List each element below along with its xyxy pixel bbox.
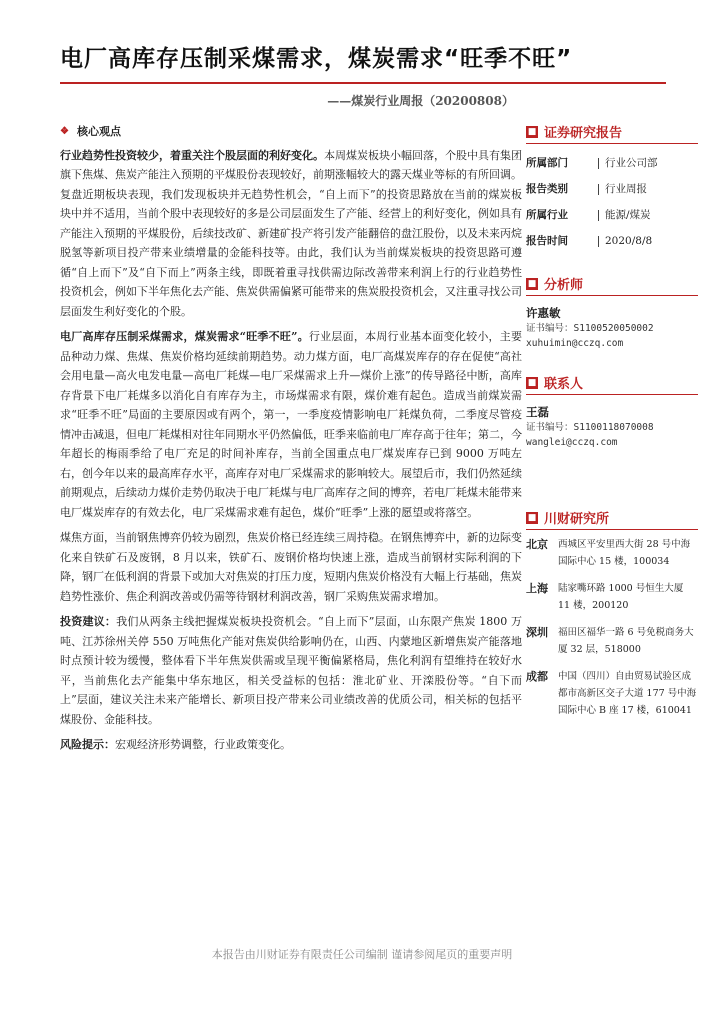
info-row — [526, 202, 698, 228]
page-footer: 本报告由川财证券有限责任公司编制 谨请参阅尾页的重要声明 — [211, 948, 513, 961]
title-rule — [60, 82, 666, 84]
office-entry — [526, 580, 698, 614]
report-title: 电厂高库存压制采煤需求，煤炭需求“旺季不旺” — [60, 46, 573, 72]
analyst-section-head — [526, 274, 698, 296]
report-section-head — [526, 122, 698, 144]
para4-lead: 投资建议： — [60, 615, 117, 628]
analyst-name: 许惠敏 — [526, 306, 561, 320]
paragraph-4 — [60, 612, 522, 729]
contact-name: 王磊 — [526, 405, 549, 419]
analyst-cert: 证书编号：S1100520050002 — [526, 323, 654, 334]
info-row — [526, 228, 698, 254]
office-city: 上海 — [526, 582, 548, 595]
office-entry — [526, 624, 698, 658]
analyst-head-label: 分析师 — [544, 278, 584, 293]
office-city: 成都 — [526, 670, 548, 683]
analyst-email[interactable]: xuhuimin@cczq.com — [526, 338, 624, 349]
institute-head-label: 川财研究所 — [544, 512, 610, 527]
core-view-heading — [60, 122, 522, 142]
contact-card — [526, 405, 698, 450]
info-key: 报告时间 — [526, 235, 568, 247]
square-icon: ■ — [527, 278, 537, 289]
paragraph-3: 煤焦方面，当前钢焦博弈仍较为剧烈，焦炭价格已经连续三周持稳。在钢焦博弈中，新的边际变化来自铁矿石及废钢，8 月以来，铁矿石、废钢价格均快速上涨，造成当前钢材实际利润的下降，钢厂在低利润的背景下或加大对焦炭的打压力度，短期内焦炭价格没有大幅上行基础，焦炭趋势性涨价、焦企利润改善或仍需等待钢材利润改善，钢厂采购焦炭需求增加。 — [60, 531, 522, 603]
para1-body: 本周煤炭板块小幅回落，个股中具有集团旗下焦煤、焦炭产能注入预期的平煤股份表现较好，前期涨幅较大的露天煤业等标的有所回调。复盘近期板块表现，我们发现板块并无趋势性机会，“自上而下”的投资思路放在当前的煤炭板块中并不适用，当前个股中表现较好的多是公司层面发生了产能、经营上的利好变化，例如具有产能注入预期的平煤股份，后续技改矿、新建矿投产将引发产能翻倍的盘江股份，以及未来丙烷脱氢等新项目投产带来业绩增量的金能科技等。由此，我们认为当前煤炭板块的投资思路可遵循“自上而下”及“自下而上”两条主线，即既着重寻找供需边际改善带来利润上行的行业趋势性投资机会，例如下半年焦化去产能、焦炭供需偏紧可能带来的焦炭股投资机会，又注重寻找公司层面发生利好变化的个股。 — [60, 148, 522, 318]
info-row — [526, 176, 698, 202]
info-value: 行业周报 — [598, 184, 647, 195]
para2-body: 行业层面，本周行业基本面变化较小，主要品种动力煤、焦煤、焦炭价格均延续前期趋势。动力煤方面，电厂高煤炭库存的存在促使“高社会用电量—高火电发电量—高电厂耗煤—电厂采煤需求上升—煤价上涨”的传导路径中断，高库存背景下电厂耗煤多以消化自有库存为主，市场煤需求有限，煤价难有起色。造成当前煤炭需求“旺季不旺”局面的主要原因或有两个，第一，一季度疫情影响电厂耗煤负荷，二季度尽管疫情冲击减退，但电厂耗煤相对往年同期水平仍然偏低，旺季来临前电厂库存高于往年；第二，今年超长的梅雨季给了电厂充足的时间补库存，当前全国重点电厂煤炭库存已到 9000 万吨左右，创今年以来的最高库存水平，高库存对电厂采煤需求的影响较大。展望后市，我们仍然延续前期观点，后续动力煤价走势仍取决于电厂耗煤与电厂高库存之间的博弈，若电厂耗煤未能带来电厂煤炭库存的有效去化，电厂采煤需求难有起色，煤价“旺季”上涨的愿望或将落空。 — [60, 330, 523, 519]
info-key: 所属部门 — [526, 157, 568, 169]
office-city: 北京 — [526, 538, 548, 551]
info-key: 所属行业 — [526, 209, 568, 221]
square-icon: ■ — [527, 377, 537, 388]
office-entry — [526, 668, 698, 719]
info-value: 能源/煤炭 — [598, 210, 651, 221]
info-value: 2020/8/8 — [598, 236, 652, 247]
contact-section-head — [526, 373, 698, 395]
contact-email[interactable]: wanglei@cczq.com — [526, 437, 618, 448]
para5-body: 宏观经济形势调整，行业政策变化。 — [115, 738, 291, 751]
contact-cert: 证书编号：S1100118070008 — [526, 422, 654, 433]
contact-head-label: 联系人 — [544, 377, 584, 392]
office-address: 西城区平安里西大街 28 号中海国际中心 15 楼，100034 — [558, 539, 691, 567]
report-head-label: 证券研究报告 — [544, 126, 623, 141]
para2-lead: 电厂高库存压制采煤需求，煤炭需求“旺季不旺”。 — [60, 330, 309, 343]
paragraph-1 — [60, 146, 522, 322]
sidebar — [526, 122, 698, 729]
info-value: 行业公司部 — [598, 158, 658, 169]
para1-lead: 行业趋势性投资较少，着重关注个股层面的利好变化。 — [60, 148, 324, 162]
paragraph-2 — [60, 327, 522, 522]
institute-section-head — [526, 508, 698, 530]
report-subtitle: ——煤炭行业周报（20200808） — [327, 94, 514, 108]
office-address: 中国（四川）自由贸易试验区成都市高新区交子大道 177 号中海国际中心 B 座 17 楼，610041 — [558, 671, 697, 716]
paragraph-5 — [60, 735, 522, 755]
office-city: 深圳 — [526, 626, 548, 639]
para5-lead: 风险提示： — [60, 738, 115, 751]
office-entry — [526, 536, 698, 570]
square-icon: ■ — [527, 512, 537, 523]
main-column — [60, 122, 522, 761]
diamond-icon: ❖ — [60, 126, 69, 137]
square-icon: ■ — [527, 126, 537, 137]
info-row — [526, 150, 698, 176]
para4-body: 我们从两条主线把握煤炭板块投资机会。“自上而下”层面，山东限产焦炭 1800 万吨、江苏徐州关停 550 万吨焦化产能对焦炭供给影响仍在，山西、内蒙地区新增焦炭产能落地时点预计较为缓慢，整体看下半年焦炭供需或呈现平衡偏紧格局，焦化利润有望维持在较好水平，当前焦化去产能集中华东地区，相关受益标的包括：淮北矿业、开滦股份等。“自下而上”层面，建议关注未来产能增长、新项目投产带来公司业绩改善的优质公司，相关标的包括平煤股份、金能科技。 — [60, 615, 523, 726]
office-address: 福田区福华一路 6 号免税商务大厦 32 层，518000 — [558, 627, 694, 655]
office-address: 陆家嘴环路 1000 号恒生大厦 11 楼，200120 — [558, 583, 684, 611]
info-key: 报告类别 — [526, 183, 568, 195]
analyst-card — [526, 306, 698, 351]
core-view-label: 核心观点 — [76, 125, 121, 138]
